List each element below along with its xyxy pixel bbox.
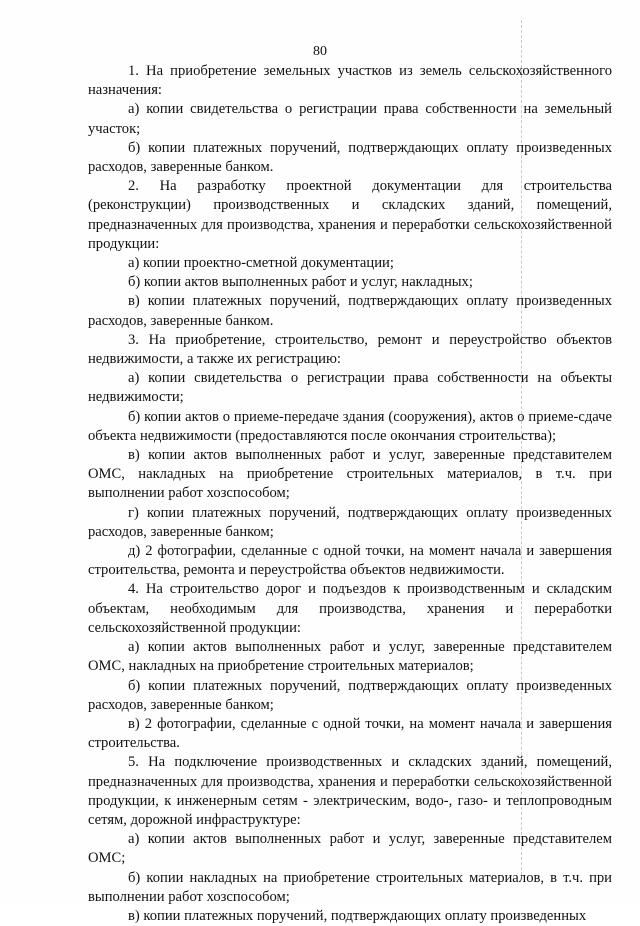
paragraph: 4. На строительство дорог и подъездов к производственным и складским объектам, необходимым для производства, хранения и переработки сельскохозяйственной продукции:	[88, 581, 612, 636]
paragraph: 5. На подключение производственных и складских зданий, помещений, предназначенных для производства, хранения и переработки сельскохозяйственной продукции, к инженерным сетям - электрическим, водо-, газо- и теплопроводным сетям, дорожной инфраструктуре:	[88, 754, 612, 828]
paragraph: д) 2 фотографии, сделанные с одной точки, на момент начала и завершения строительства, ремонта и переустройства объектов недвижимости.	[88, 543, 612, 579]
paragraph: б) копии актов о приеме-передаче здания (сооружения), актов о приеме-сдаче объекта недвижимости (предоставляются после окончания строительства);	[88, 408, 612, 444]
paragraph: 2. На разработку проектной документации для строительства (реконструкции) производственных и складских зданий, помещений, предназначенных для производства, хранения и переработки сельскохозяйственной продукции:	[88, 178, 612, 252]
paragraph: г) копии платежных поручений, подтверждающих оплату произведенных расходов, заверенные банком;	[88, 504, 612, 540]
paragraph: в) копии платежных поручений, подтверждающих оплату произведенных	[128, 907, 587, 924]
paragraph: 1. На приобретение земельных участков из земель сельскохозяйственного назначения:	[88, 63, 612, 99]
paragraph: а) копии актов выполненных работ и услуг, заверенные представителем ОМС, накладных на приобретение строительных материалов;	[88, 639, 612, 675]
paragraph: б) копии платежных поручений, подтверждающих оплату произведенных расходов, заверенные банком.	[88, 139, 612, 176]
paragraph: б) копии актов выполненных работ и услуг, накладных;	[128, 274, 473, 291]
page-number: 80	[313, 44, 327, 59]
document-body	[88, 62, 612, 926]
paragraph: а) копии актов выполненных работ и услуг, заверенные представителем ОМС;	[88, 831, 612, 867]
paragraph: 3. На приобретение, строительство, ремонт и переустройство объектов недвижимости, а также их регистрацию:	[88, 331, 612, 368]
paragraph: а) копии свидетельства о регистрации права собственности на объекты недвижимости;	[88, 370, 612, 406]
paragraph: в) 2 фотографии, сделанные с одной точки, на момент начала и завершения строительства.	[88, 715, 612, 752]
paragraph: б) копии накладных на приобретение строительных материалов, в т.ч. при выполнении работ хозспособом;	[88, 869, 612, 905]
paragraph: в) копии актов выполненных работ и услуг, заверенные представителем ОМС, накладных на приобретение строительных материалов, в т.ч. при выполнении работ хозспособом;	[88, 447, 612, 502]
paragraph: б) копии платежных поручений, подтверждающих оплату произведенных расходов, заверенные банком;	[88, 677, 612, 713]
paragraph: в) копии платежных поручений, подтверждающих оплату произведенных расходов, заверенные банком.	[88, 293, 612, 329]
paragraph: а) копии свидетельства о регистрации права собственности на земельный участок;	[88, 101, 612, 137]
paragraph: а) копии проектно-сметной документации;	[128, 255, 394, 272]
